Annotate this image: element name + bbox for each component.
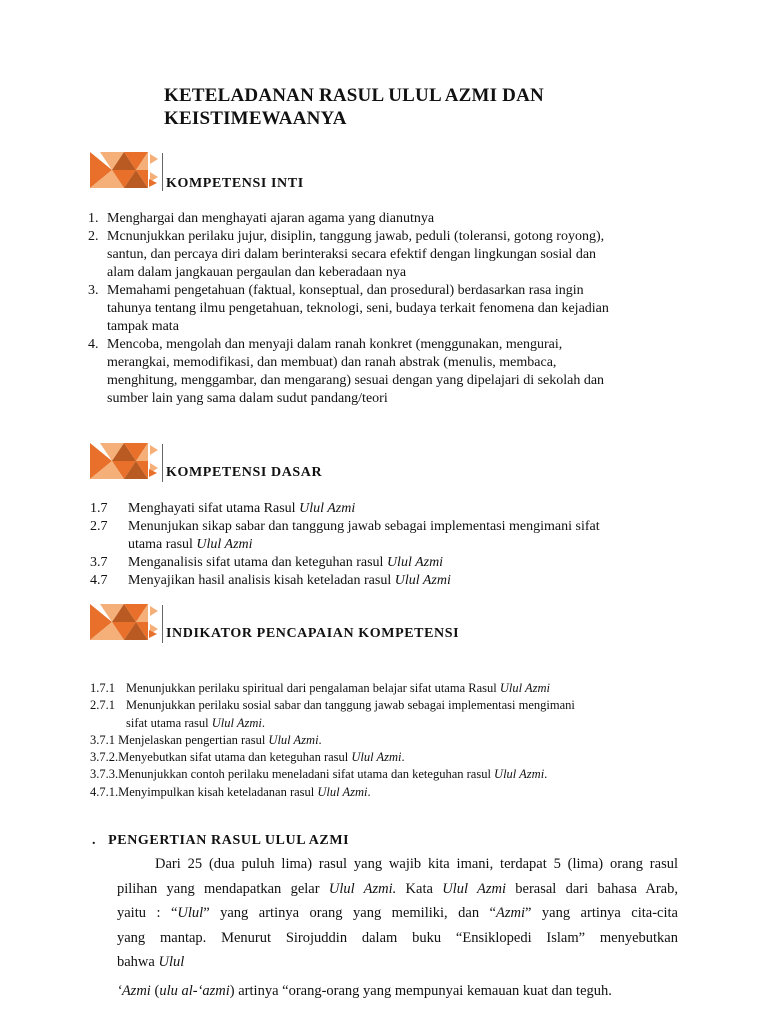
indikator-list bbox=[90, 680, 720, 801]
list-item: 4.7 Menyajikan hasil analisis kisah keteladan rasul Ulul Azmi bbox=[90, 573, 451, 588]
kompetensi-dasar-list bbox=[90, 500, 710, 590]
heading-indikator: INDIKATOR PENCAPAIAN KOMPETENSI bbox=[166, 626, 460, 641]
title-line-2: KEISTIMEWAANYA bbox=[164, 108, 347, 129]
list-item: 3.7 Menganalisis sifat utama dan keteguhan rasul Ulul Azmi bbox=[90, 555, 444, 570]
section-divider bbox=[162, 153, 163, 191]
list-item: 4.7.1.Menyimpulkan kisah keteladanan rasul Ulul Azmi. bbox=[90, 784, 371, 799]
list-item: 2. Mcnunjukkan perilaku jujur, disiplin, tanggung jawab, peduli (toleransi, gotong royong), santun, dan percaya diri dalam berinteraksi secara efektif dengan lingkungan sosial dan alam dalam jangkauan pergaulan dan keberadaan nya bbox=[88, 229, 605, 280]
list-item: 3.7.2.Menyebutkan sifat utama dan keteguhan rasul Ulul Azmi. bbox=[90, 750, 405, 765]
section-triangles-icon bbox=[90, 604, 170, 644]
heading-kompetensi-dasar: KOMPETENSI DASAR bbox=[166, 465, 323, 480]
list-item: 3.7.3.Menunjukkan contoh perilaku meneladani sifat utama dan keteguhan rasul Ulul Azmi. bbox=[90, 767, 548, 782]
list-item: 1.7 Menghayati sifat utama Rasul Ulul Azmi bbox=[90, 501, 356, 516]
arrow-right-icon bbox=[148, 468, 158, 478]
list-item: 3.7.1 Menjelaskan pengertian rasul Ulul Azmi. bbox=[90, 732, 322, 747]
title-line-1: KETELADANAN RASUL ULUL AZMI DAN bbox=[164, 85, 544, 106]
heading-kompetensi-inti: KOMPETENSI INTI bbox=[166, 176, 304, 191]
section-divider bbox=[162, 444, 163, 482]
document-title bbox=[164, 84, 724, 130]
arrow-right-icon bbox=[148, 629, 158, 639]
arrow-right-icon bbox=[148, 178, 158, 188]
list-item: 1. Menghargai dan menghayati ajaran agama yang dianutnya bbox=[88, 211, 435, 226]
list-item: 2.7.1 Menunjukkan perilaku sosial sabar dan tanggung jawab sebagai implementasi mengimani sifat utama rasul Ulul Azmi. bbox=[90, 698, 575, 730]
pengertian-paragraph: Dari 25 (dua puluh lima) rasul yang wajib kita imani, terdapat 5 (lima) orang rasul pilihan yang mendapatkan gelar Ulul Azmi. Kata Ulul Azmi berasal dari bahasa Arab, yaitu : “Ulul” yang artinya orang yang memiliki, dan “Azmi” yang artinya cita-cita yang mantap. Menurut Sirojuddin dalam buku “Ensiklopedi Islam” menyebutkan bahwa Ulul ‘Azmi (ulu al-‘azmi) artinya “orang-orang yang mempunyai kemauan kuat dan teguh. bbox=[117, 856, 678, 999]
list-item: 3. Memahami pengetahuan (faktual, konseptual, dan prosedural) berdasarkan rasa ingin tahunya tentang ilmu pengetahuan, teknologi, seni, budaya terkait fenomena dan kejadian tampak mata bbox=[88, 283, 609, 334]
list-item: 4. Mencoba, mengolah dan menyaji dalam ranah konkret (menggunakan, mengurai, merangkai, memodifikasi, dan membuat) dan ranah abstrak (menulis, membaca, menghitung, menggambar, dan mengarang) sesuai dengan yang dipelajari di sekolah dan sumber lain yang sama dalam sudut pandang/teori bbox=[88, 337, 605, 406]
heading-pengertian: . PENGERTIAN RASUL ULUL AZMI bbox=[92, 833, 350, 848]
section-divider bbox=[162, 605, 163, 643]
list-item: 2.7 Menunjukan sikap sabar dan tanggung jawab sebagai implementasi mengimani sifat utama rasul Ulul Azmi bbox=[90, 519, 600, 552]
section-triangles-icon bbox=[90, 443, 170, 483]
list-item: 1.7.1 Menunjukkan perilaku spiritual dari pengalaman belajar sifat utama Rasul Ulul Azmi bbox=[90, 681, 550, 695]
section-triangles-icon bbox=[90, 152, 170, 192]
kompetensi-inti-list bbox=[88, 210, 688, 408]
